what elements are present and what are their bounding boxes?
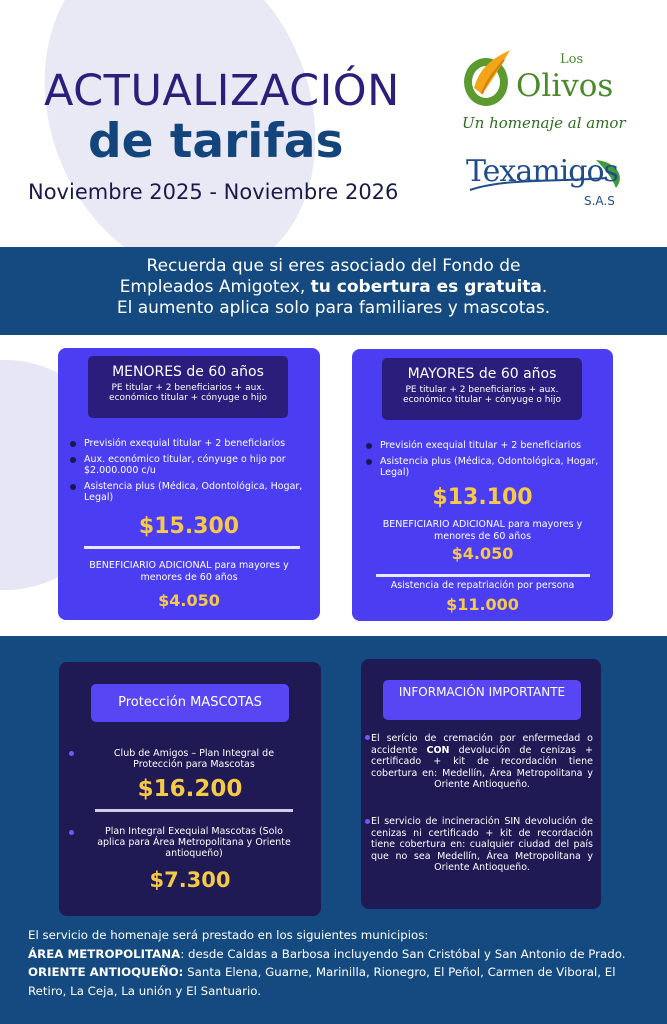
municipalities-intro: El servicio de homenaje será prestado en los siguientes municipios: xyxy=(28,928,429,942)
divider xyxy=(84,546,300,549)
info-title: INFORMACIÓN IMPORTANTE xyxy=(383,680,581,720)
menores-beneficiary-note: BENEFICIARIO ADICIONAL para mayores y menores de 60 años xyxy=(89,560,289,583)
divider xyxy=(376,574,590,577)
mascotas-plan1: Club de Amigos – Plan Integral de Protección para Mascotas xyxy=(113,748,275,770)
list-item: Previsión exequial titular + 2 beneficiarios xyxy=(366,440,606,451)
mayores-title: MAYORES de 60 años xyxy=(407,366,557,382)
banner-highlight: tu cobertura es gratuita xyxy=(310,277,542,297)
mascotas-card xyxy=(59,662,321,916)
menores-subtitle: PE titular + 2 beneficiarios + aux. económico titular + cónyuge o hijo xyxy=(109,383,267,403)
mayores-subtitle: PE titular + 2 beneficiarios + aux. económico titular + cónyuge o hijo xyxy=(403,385,561,405)
list-item: Previsión exequial titular + 2 beneficiarios xyxy=(70,438,315,449)
banner-line3: El aumento aplica solo para familiares y mascotas. xyxy=(116,298,551,318)
mayores-beneficiary-price: $4.050 xyxy=(451,544,514,563)
list-item: Asistencia plus (Médica, Odontológica, Hogar, Legal) xyxy=(366,456,606,478)
divider xyxy=(95,809,293,812)
mascotas-price2: $7.300 xyxy=(149,868,231,892)
info-item1-bold: CON xyxy=(426,744,450,756)
olivos-tagline: Un homenaje al amor xyxy=(462,114,626,132)
repatriation-price: $11.000 xyxy=(446,595,519,614)
banner-line2 xyxy=(0,277,667,298)
oriente-label: ORIENTE ANTIOQUEÑO: xyxy=(28,965,184,979)
mascotas-plan2: Plan Integral Exequial Mascotas (Solo aplica para Área Metropolitana y Oriente antioqueño) xyxy=(97,826,291,859)
list-item: Aux. económico titular, cónyuge o hijo por $2.000.000 c/u xyxy=(70,454,315,476)
texamigos-name-text: Texamigos xyxy=(466,154,618,189)
area-text: : desde Caldas a Barbosa incluyendo San Cristóbal y San Antonio de Prado. xyxy=(180,946,626,961)
olivos-leaf-icon xyxy=(460,48,518,110)
bullet-dot-icon xyxy=(365,819,370,824)
municipalities-text xyxy=(28,926,648,1000)
bullet-dot-icon xyxy=(365,735,370,740)
mayores-price: $13.100 xyxy=(432,485,533,510)
mayores-bullets xyxy=(366,440,606,483)
mascotas-price1: $16.200 xyxy=(137,776,243,802)
banner-line2-text: Empleados Amigotex, xyxy=(119,277,311,297)
date-range: Noviembre 2025 - Noviembre 2026 xyxy=(28,180,399,204)
menores-title: MENORES de 60 años xyxy=(112,364,264,380)
banner-line1: Recuerda que si eres asociado del Fondo de xyxy=(146,256,521,276)
title-line2: de tarifas xyxy=(88,114,344,169)
menores-beneficiary-price: $4.050 xyxy=(158,591,220,610)
menores-header xyxy=(88,356,288,418)
area-label: ÁREA METROPOLITANA xyxy=(28,946,181,961)
info-item2: El servicio de incineración SIN devolución de cenizas ni certificado + kit de recordación tiene cobertura en: cualquier ciudad del país que no sea Medellín, Área Metropolitana y Oriente Antioqueño. xyxy=(371,816,593,873)
menores-price: $15.300 xyxy=(138,514,240,539)
title-line1: ACTUALIZACIÓN xyxy=(44,66,400,116)
texamigos-logo xyxy=(466,148,636,218)
list-item: Asistencia plus (Médica, Odontológica, Hogar, Legal) xyxy=(70,481,315,503)
info-item1-rest: devolución de cenizas + certificado + kit de recordación tiene cobertura en: Medellín, Área Metropolitana y Oriente Antioqueño. xyxy=(371,744,593,790)
mascotas-title: Protección MASCOTAS xyxy=(91,684,289,722)
info-item1 xyxy=(371,733,593,791)
info-item1-text: El serício de cremación por enfermedad o accidente xyxy=(371,733,593,756)
menores-bullets xyxy=(70,438,315,508)
los-olivos-logo xyxy=(460,46,645,136)
texamigos-sas-text: S.A.S xyxy=(584,194,615,208)
coverage-banner xyxy=(0,247,667,335)
repatriation-note: Asistencia de repatriación por persona xyxy=(390,580,575,591)
mayores-header xyxy=(382,358,582,420)
info-card xyxy=(361,659,601,909)
banner-line2-end: . xyxy=(541,277,548,297)
oriente-text: Santa Elena, Guarne, Marinilla, Rionegro, El Peñol, Carmen de Viboral, El Retiro, La Ceja, La unión y El Santuario. xyxy=(28,965,616,998)
oriente-antioqueno xyxy=(28,963,648,1000)
menores-card xyxy=(58,348,320,620)
mayores-beneficiary-note: BENEFICIARIO ADICIONAL para mayores y menores de 60 años xyxy=(382,519,583,542)
area-metropolitana xyxy=(28,945,648,964)
mayores-card xyxy=(352,349,613,621)
olivos-los-text: Los xyxy=(560,52,584,67)
olivos-name-text: Olivos xyxy=(516,68,614,104)
